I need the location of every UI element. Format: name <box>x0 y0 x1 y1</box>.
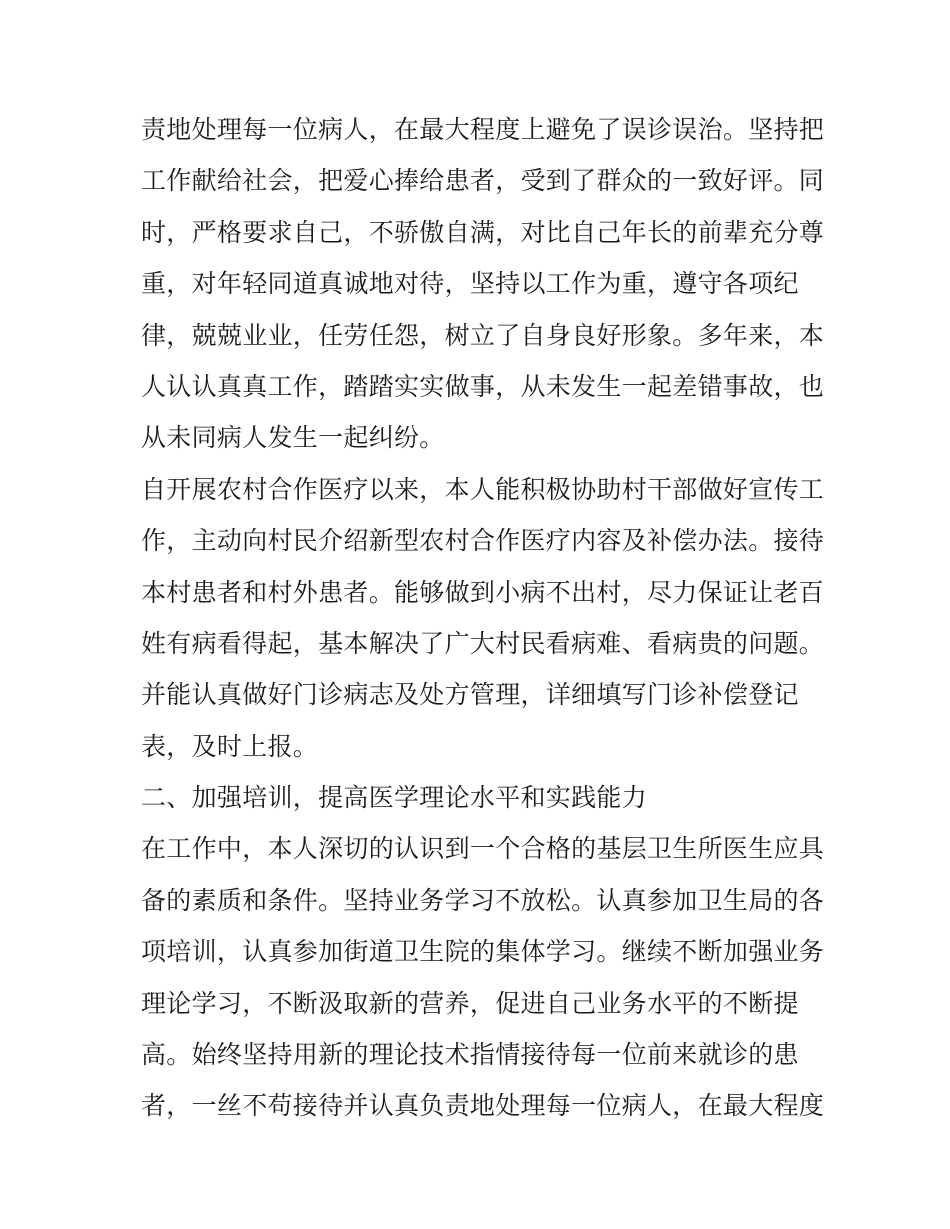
text-line: 在工作中，本人深切的认识到一个合格的基层卫生所医生应具 <box>141 834 825 864</box>
text-line: 作，主动向村民介绍新型农村合作医疗内容及补偿办法。接待 <box>141 526 825 556</box>
text-line: 备的素质和条件。坚持业务学习不放松。认真参加卫生局的各 <box>141 885 825 915</box>
text-line: 理论学习，不断汲取新的营养，促进自己业务水平的不断提 <box>141 988 799 1018</box>
text-line: 从未同病人发生一起纠纷。 <box>141 423 445 453</box>
section-heading: 二、加强培训，提高医学理论水平和实践能力 <box>141 783 648 813</box>
text-line: 自开展农村合作医疗以来，本人能积极协助村干部做好宣传工 <box>141 474 825 504</box>
text-line: 工作献给社会，把爱心捧给患者，受到了群众的一致好评。同 <box>141 166 825 196</box>
text-line: 高。始终坚持用新的理论技术指情接待每一位前来就诊的患 <box>141 1040 799 1070</box>
text-line: 表，及时上报。 <box>141 731 319 761</box>
text-line: 本村患者和村外患者。能够做到小病不出村，尽力保证让老百 <box>141 577 825 607</box>
text-line: 者，一丝不苟接待并认真负责地处理每一位病人，在最大程度 <box>141 1091 825 1121</box>
text-line: 时，严格要求自己，不骄傲自满，对比自己年长的前辈充分尊 <box>141 217 825 247</box>
text-line: 责地处理每一位病人，在最大程度上避免了误诊误治。坚持把 <box>141 115 825 144</box>
text-line: 律，兢兢业业，任劳任怨，树立了自身良好形象。多年来，本 <box>141 320 825 350</box>
text-line: 人认认真真工作，踏踏实实做事，从未发生一起差错事故，也 <box>141 371 825 401</box>
text-line: 项培训，认真参加街道卫生院的集体学习。继续不断加强业务 <box>141 937 825 967</box>
text-line: 重，对年轻同道真诚地对待，坚持以工作为重，遵守各项纪 <box>141 269 799 299</box>
text-line: 姓有病看得起，基本解决了广大村民看病难、看病贵的问题。 <box>141 628 825 658</box>
document-body <box>141 104 825 1132</box>
text-line: 并能认真做好门诊病志及处方管理，详细填写门诊补偿登记 <box>141 680 799 710</box>
